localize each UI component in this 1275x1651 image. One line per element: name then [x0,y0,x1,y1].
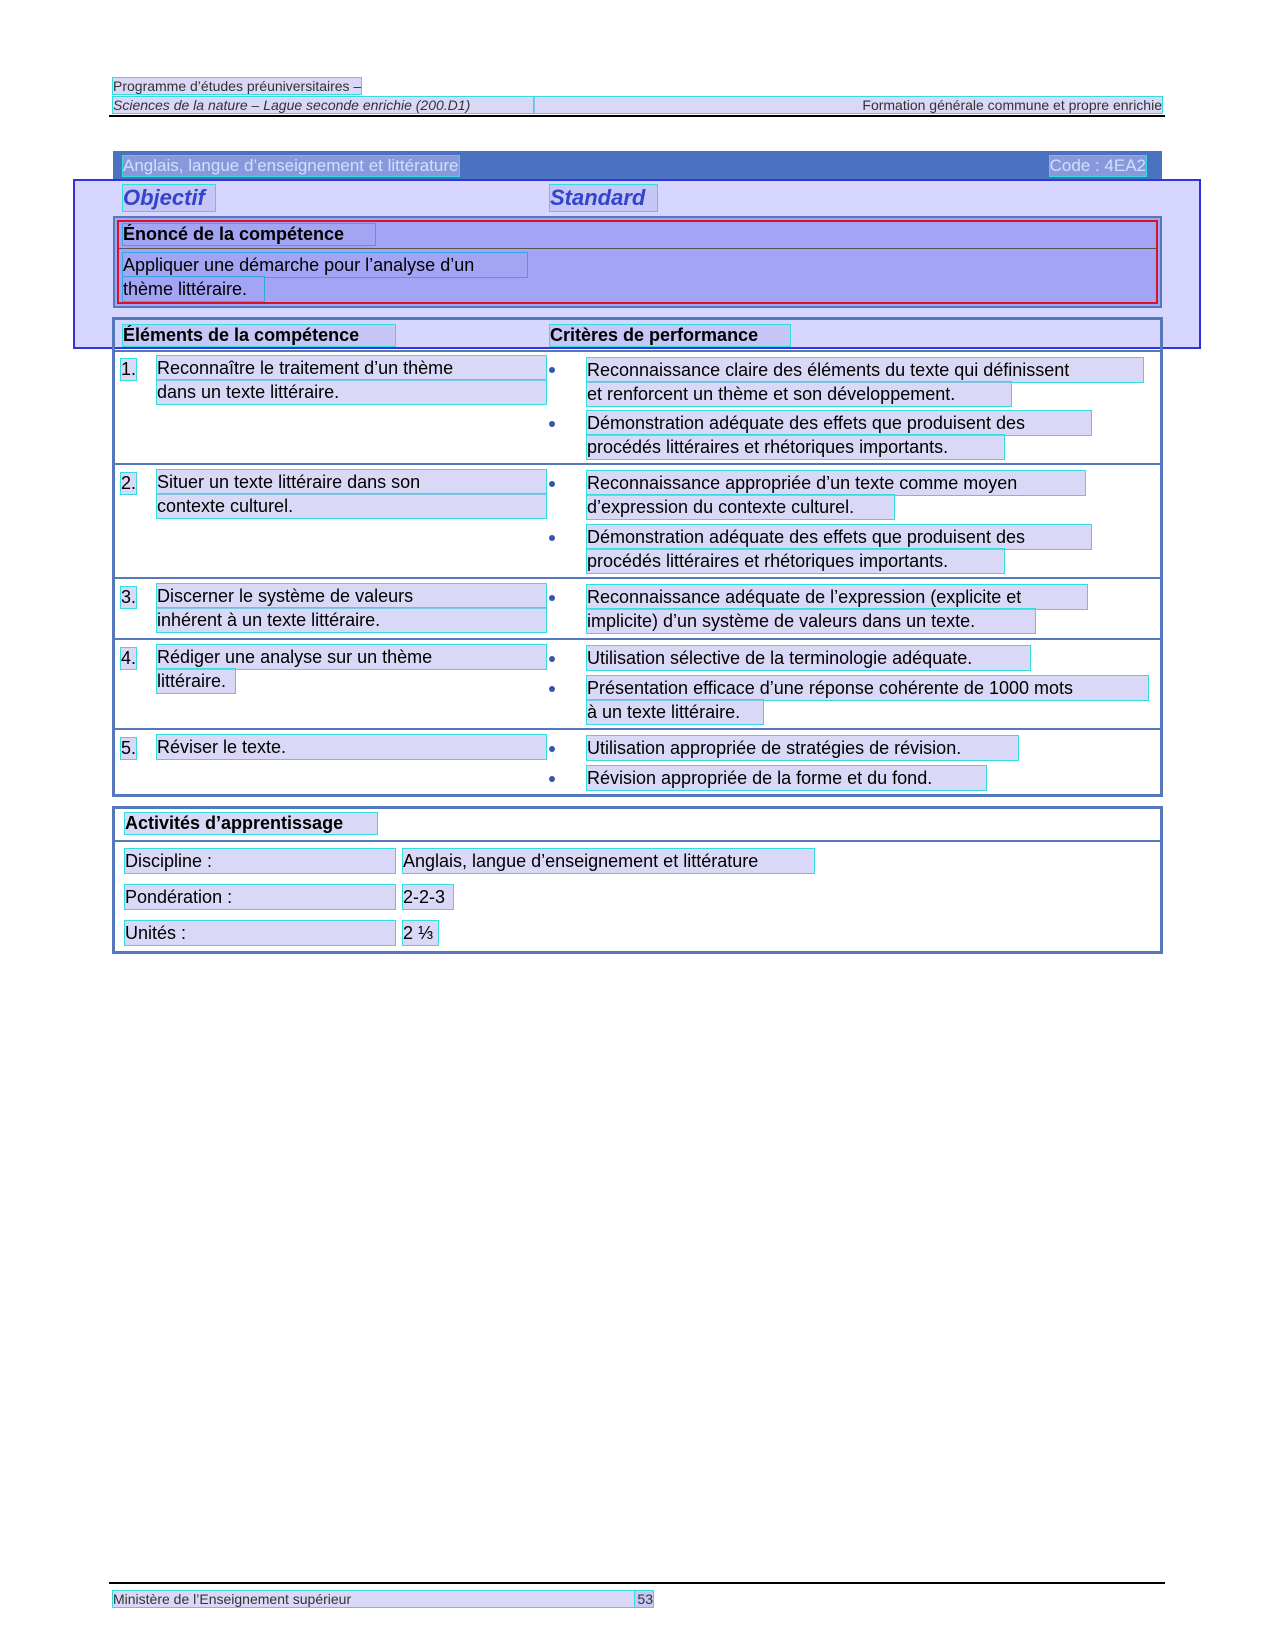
unites-value: 2 ⅓ [403,921,438,945]
course-title: Anglais, langue d’enseignement et littérature [123,156,459,175]
criterion-text: procédés littéraires et rhétoriques importants. [587,549,1004,573]
criterion-text: Reconnaissance adéquate de l’expression (explicite et [587,585,1087,609]
criterion-text: implicite) d’un système de valeurs dans un texte. [587,609,1035,633]
criterion-text: Présentation efficace d’une réponse cohérente de 1000 mots [587,676,1148,700]
table-row-divider [114,728,1161,730]
criterion-text: d’expression du contexte culturel. [587,495,894,519]
criterion-text: Reconnaissance claire des éléments du texte qui définissent [587,358,1143,382]
objectif-label: Objectif [123,185,215,211]
bullet-icon [549,481,555,487]
criterion-text: et renforcent un thème et son développement. [587,382,1011,406]
row-number: 3. [121,587,137,607]
ponderation-value: 2-2-3 [403,885,453,909]
criterion-text: Révision appropriée de la forme et du fond. [587,766,986,790]
bullet-icon [549,421,555,427]
enonce-divider [119,248,1156,249]
header-rule [109,115,1165,117]
table-row-divider [114,463,1161,465]
row-number: 5. [121,738,137,758]
header-program: Programme d’études préuniversitaires – [113,78,362,94]
activities-heading: Activités d’apprentissage [125,813,377,834]
col-criteres-header: Critères de performance [550,325,790,346]
bullet-icon [549,595,555,601]
criterion-text: Reconnaissance appropriée d’un texte comme moyen [587,471,1085,495]
bullet-icon [549,535,555,541]
row-number: 2. [121,473,137,493]
criterion-text: procédés littéraires et rhétoriques importants. [587,435,1004,459]
element-text: Discerner le système de valeurs [157,584,546,608]
criterion-text: Démonstration adéquate des effets que produisent des [587,411,1091,435]
bullet-icon [549,686,555,692]
criterion-text: Démonstration adéquate des effets que produisent des [587,525,1091,549]
enonce-heading: Énoncé de la compétence [123,224,375,245]
unites-label: Unités : [125,921,395,945]
criterion-text: Utilisation appropriée de stratégies de révision. [587,736,1018,760]
element-text: Réviser le texte. [157,735,546,759]
discipline-label: Discipline : [125,849,395,873]
criterion-text: Utilisation sélective de la terminologie adéquate. [587,646,1030,670]
element-text: inhérent à un texte littéraire. [157,608,546,632]
element-text: dans un texte littéraire. [157,380,546,404]
footer-ministry: Ministère de l’Enseignement supérieur [113,1591,653,1607]
criterion-text: à un texte littéraire. [587,700,763,724]
table-row-divider [114,577,1161,579]
enonce-line1: Appliquer une démarche pour l’analyse d’un [123,253,527,277]
course-title-bar [113,151,1162,179]
discipline-value: Anglais, langue d’enseignement et littérature [403,849,814,873]
ponderation-label: Pondération : [125,885,395,909]
enonce-line2: thème littéraire. [123,277,264,301]
col-elements-header: Éléments de la compétence [123,325,395,346]
element-text: littéraire. [157,669,235,693]
table-row-divider [114,638,1161,640]
bullet-icon [549,776,555,782]
activities-divider [114,840,1161,842]
page-number: 53 [635,1591,653,1607]
footer-rule [109,1582,1165,1584]
bullet-icon [549,656,555,662]
header-formation: Formation générale commune et propre enrichie [534,97,1162,113]
header-program-name: Sciences de la nature – Lague seconde enrichie (200.D1) [113,97,534,113]
row-number: 1. [121,359,137,379]
bullet-icon [549,746,555,752]
table-header-divider [114,350,1161,352]
course-code: Code : 4EA2 [1049,156,1146,175]
element-text: Situer un texte littéraire dans son [157,470,546,494]
standard-label: Standard [550,185,657,211]
element-text: contexte culturel. [157,494,546,518]
element-text: Reconnaître le traitement d’un thème [157,356,546,380]
row-number: 4. [121,648,137,668]
bullet-icon [549,367,555,373]
element-text: Rédiger une analyse sur un thème [157,645,546,669]
